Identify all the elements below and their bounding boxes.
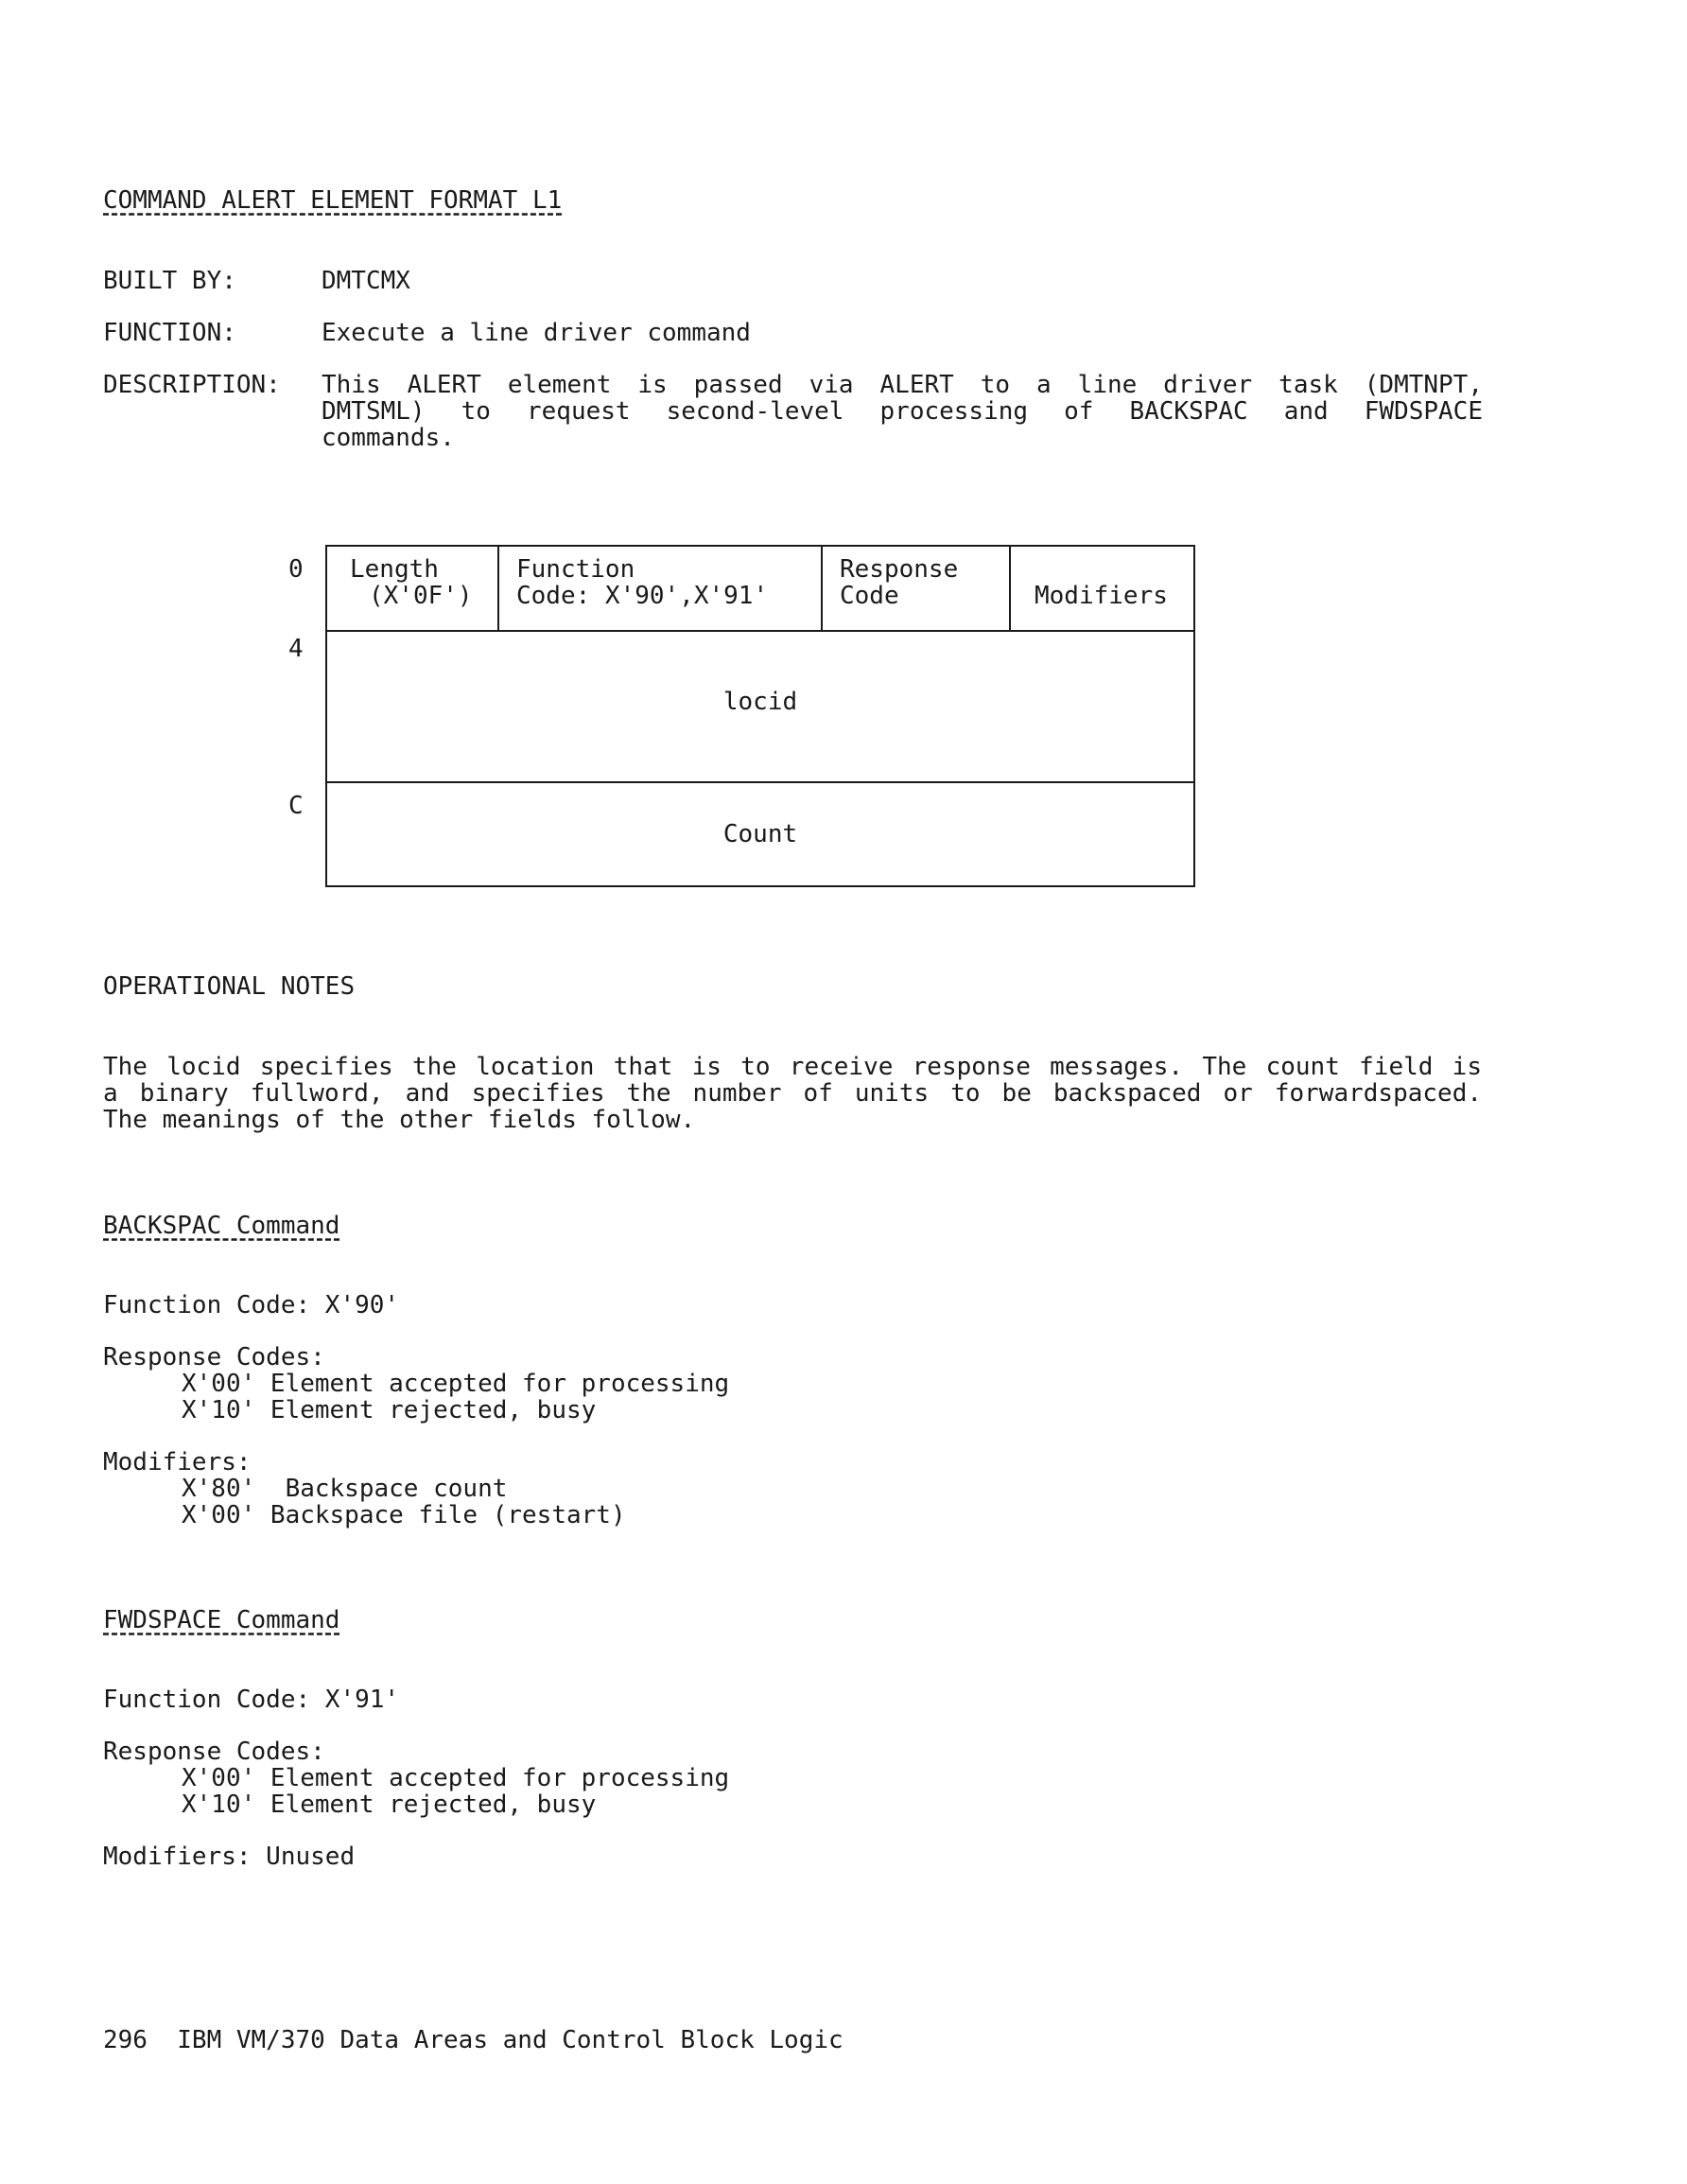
function-value: Execute a line driver command [322,319,751,347]
response-code-field-title: Response [840,555,959,584]
element-format-diagram [325,545,1195,887]
backspac-function-code: Function Code: X'90' [103,1291,400,1319]
response-code-field-value: Code [840,582,899,610]
description-line: This ALERT element is passed via ALERT to a line driver task (DMTNPT, [322,371,1483,399]
field-divider [1009,547,1011,632]
backspac-heading: BACKSPAC Command [103,1212,340,1240]
operational-notes-line: a binary fullword, and specifies the number of units to be backspaced or forwardspaced. [103,1079,1482,1108]
description-label: DESCRIPTION: [103,371,281,399]
built-by-label: BUILT BY: [103,267,236,295]
page-footer: 296 IBM VM/370 Data Areas and Control Block Logic [103,2026,844,2054]
built-by-value: DMTCMX [322,267,410,295]
function-code-field-value: Code: X'90',X'91' [516,582,769,610]
fwdspace-response-codes-label: Response Codes: [103,1738,325,1766]
fwdspace-modifiers: Modifiers: Unused [103,1843,356,1871]
backspac-response-codes-label: Response Codes: [103,1343,325,1372]
backspac-response-code: X'10' Element rejected, busy [182,1396,597,1424]
description-line: commands. [322,424,455,452]
offset-label: C [288,792,304,820]
fwdspace-heading: FWDSPACE Command [103,1606,340,1634]
backspac-modifier: X'80' Backspace count [182,1475,508,1503]
operational-notes-line: The locid specifies the location that is to receive response messages. The count field is [103,1053,1482,1081]
locid-field: locid [722,688,798,716]
field-divider [821,547,823,632]
backspac-modifiers-label: Modifiers: [103,1448,252,1476]
operational-notes-line: The meanings of the other fields follow. [103,1106,696,1134]
operational-notes-heading: OPERATIONAL NOTES [103,972,356,1001]
fwdspace-function-code: Function Code: X'91' [103,1686,400,1714]
modifiers-field: Modifiers [1035,582,1168,610]
description-line: DMTSML) to request second-level processing of BACKSPAC and FWDSPACE [322,397,1483,426]
offset-label: 0 [288,555,304,584]
length-field-title: Length [350,555,439,584]
row-divider [327,781,1193,783]
field-divider [497,547,499,632]
backspac-modifier: X'00' Backspace file (restart) [182,1501,626,1529]
count-field: Count [722,820,798,848]
backspac-response-code: X'00' Element accepted for processing [182,1370,730,1398]
length-field-value: (X'0F') [369,582,473,610]
row-divider [327,630,1193,632]
function-label: FUNCTION: [103,319,236,347]
offset-label: 4 [288,635,304,663]
page-title: COMMAND ALERT ELEMENT FORMAT L1 [103,186,563,215]
function-code-field-title: Function [516,555,635,584]
fwdspace-response-code: X'00' Element accepted for processing [182,1764,730,1792]
fwdspace-response-code: X'10' Element rejected, busy [182,1791,597,1819]
